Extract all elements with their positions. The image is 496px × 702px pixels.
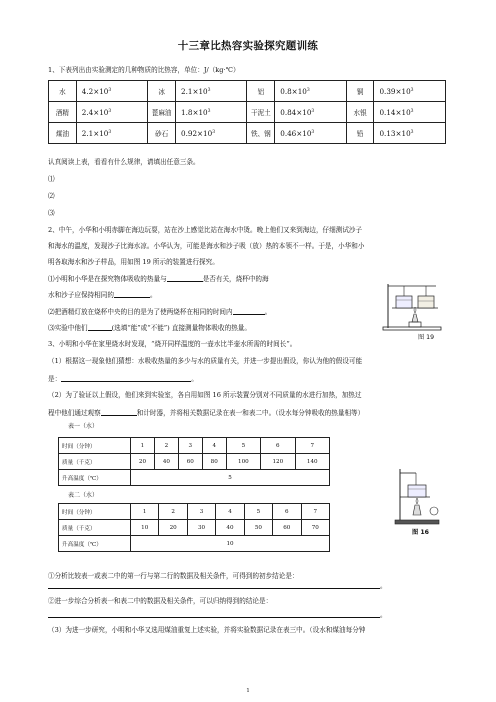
q3-sub-2-cont: 程中他们通过观察 和计时器，并将相关数据记录在表一和表二中。（设水每分钟吸收的热量相等） [48,409,365,417]
q2-paragraph-1: 2、中午，小华和小明赤脚在海边玩耍，站在沙上感觉比站在海水中烫。晚上他们又来到海边，仔细测试沙子 [48,226,363,234]
row-header: 质量（千克） [59,520,131,536]
specific-heat-table [48,80,446,144]
figure-16 [394,467,444,536]
answer-blank[interactable] [61,374,191,382]
substance-name: 煤油 [49,123,77,144]
table-cell: 3 [187,504,215,520]
page-number: 1 [246,688,250,694]
substance-name: 水 [49,81,77,102]
heating-apparatus-diagram [382,282,444,332]
table-cell: 80 [202,454,226,470]
row-header: 质量（千克） [59,454,131,470]
substance-name: 砂石 [148,123,176,144]
table-cell: 6 [261,438,295,454]
table-cell: 6 [273,504,301,520]
table-cell: 120 [261,454,295,470]
specific-heat-value [76,102,147,123]
q2-paragraph-2: 和海水的温度，发现沙子比海水凉。小华认为，可能是海水和沙子吸（放）热的本领不一样。于是，小华和小 [48,242,365,250]
specific-heat-value [374,123,446,144]
value-mantissa: 0.46×10 [280,128,312,138]
substance-name: 铝 [247,81,275,102]
q1-answer-2: ⑵ [48,192,55,200]
value-mantissa: 0.13×10 [379,128,411,138]
value-mantissa: 2.1×10 [81,128,109,138]
specific-heat-value [176,102,247,123]
value-exponent: 3 [108,87,112,93]
table-row [59,536,330,552]
table-cell: 2 [159,504,187,520]
substance-name: 水银 [346,102,374,123]
q3-sub-1: （1）根据这一现象他们猜想：水吸收热量的多少与水的质量有关，并进一步提出假设，你认为他的假设可能 [48,357,363,365]
table-cell: 1 [131,504,159,520]
q1-intro: 1、下表列出由实验测定的几种物质的比热容，单位：J/（kg·℃） [48,66,240,74]
beaker-heating-diagram [394,467,444,527]
q2-sub-1: ⑴小明和小华是在探究物体吸收的热量与 是否有关，烧杯中的海 [48,275,269,283]
table-cell: 5 [226,438,260,454]
table-cell: 20 [131,454,155,470]
row-header: 时间（分钟） [59,504,131,520]
table-cell: 2 [154,438,178,454]
value-exponent: 3 [311,129,315,135]
specific-heat-value [76,81,147,102]
value-exponent: 3 [207,87,211,93]
value-exponent: 3 [410,129,414,135]
figure-16-caption: 图 16 [412,529,429,536]
answer-blank[interactable] [114,290,150,298]
table-cell: 30 [187,520,215,536]
row-header: 时间（分钟） [59,438,131,454]
value-exponent: 3 [212,129,216,135]
value-mantissa: 4.2×10 [81,86,109,96]
substance-name: 酒精 [49,102,77,123]
value-mantissa: 2.4×10 [81,107,109,117]
value-exponent: 3 [410,87,414,93]
page-title: 十三章比热容实验探究题训练 [177,40,319,52]
answer-blank[interactable] [88,323,112,331]
substance-name: 蓖麻油 [148,102,176,123]
answer-blank[interactable] [167,274,203,282]
table-cell: 140 [295,454,329,470]
merged-cell: 10 [131,536,330,552]
table-cell: 100 [226,454,260,470]
table-cell: 7 [301,504,329,520]
table-row [49,81,446,102]
q3-sub-2: （2）为了验证以上假设，他们来到实验室，各自用如图 16 所示装置分别对不同质量的水进行加热，加热过 [48,391,362,399]
substance-name: 铅 [346,123,374,144]
table-1 [58,437,330,486]
table-row [59,470,330,486]
q3-conclusion-1-line: 。 [48,581,387,591]
value-mantissa: 0.14×10 [379,107,411,117]
substance-name: 铁、钢 [247,123,275,144]
merged-cell: 5 [131,470,330,486]
table-row [59,454,330,470]
value-exponent: 3 [108,129,112,135]
value-exponent: 3 [311,108,315,114]
value-mantissa: 0.84×10 [280,107,312,117]
specific-heat-value [275,123,346,144]
specific-heat-value [374,81,446,102]
table-cell: 60 [178,454,202,470]
figure-19-caption: 图 19 [418,334,435,341]
value-exponent: 3 [207,108,211,114]
table-cell: 20 [159,520,187,536]
specific-heat-value [176,123,247,144]
value-exponent: 3 [410,108,414,114]
answer-blank[interactable] [48,610,380,618]
table-row [49,102,446,123]
table2-caption: 表二（水） [68,492,99,499]
table-cell: 7 [295,438,329,454]
table-cell: 4 [202,438,226,454]
value-mantissa: 0.8×10 [280,86,307,96]
value-exponent: 3 [306,87,310,93]
specific-heat-value [275,102,346,123]
specific-heat-value [275,81,346,102]
value-mantissa: 1.8×10 [181,107,208,117]
q1-answer-3: ⑶ [48,209,55,217]
substance-name: 冰 [148,81,176,102]
q2-paragraph-3: 明各取海水和沙子样品，用如图 19 所示的装置进行探究。 [48,258,219,266]
table-cell: 1 [131,438,155,454]
substance-name: 干泥土 [247,102,275,123]
q1-answer-1: ⑴ [48,175,55,183]
specific-heat-value [76,123,147,144]
value-mantissa: 0.92×10 [181,128,213,138]
table-cell: 40 [216,520,244,536]
table1-caption: 表一（水） [68,423,99,430]
q3-conclusion-2: ②进一步综合分析表一和表二中的数据及相关条件，可以归纳得到的结论是： [48,597,273,605]
answer-blank[interactable] [48,581,380,589]
table-row [59,438,330,454]
specific-heat-value [374,102,446,123]
q3-sub-3: （3）为进一步研究，小明和小华又选用煤油重复上述实验，并将实验数据记录在表三中。（设水和煤油每分钟 [48,626,366,634]
table-cell: 10 [131,520,159,536]
table-cell: 4 [216,504,244,520]
q2-sub-3: ⑶实验中他们 (选填“能”或“不能”) 直接测量物体吸收的热量。 [48,324,251,332]
specific-heat-value [176,81,247,102]
answer-blank[interactable] [101,408,137,416]
substance-name: 铜 [346,81,374,102]
table-cell: 40 [154,454,178,470]
table-cell: 70 [301,520,329,536]
q3-intro: 3、小明和小华在家里烧水时发现，“烧开同样温度的一壶水比半壶水所需的时间长”。 [48,340,297,348]
value-mantissa: 2.1×10 [181,86,208,96]
table-row [59,520,330,536]
figure-19 [382,282,444,341]
value-mantissa: 0.39×10 [379,86,411,96]
table-2 [58,503,330,552]
value-exponent: 3 [108,108,112,114]
q3-conclusion-1: ①分析比较表一或表二中的第一行与第二行的数据及相关条件，可得到的初步结论是： [48,572,299,580]
q2-sub-2: ⑵把酒精灯放在烧杯中央的目的是为了使两烧杯在相同的时间内 。 [48,308,272,316]
table-cell: 3 [178,438,202,454]
row-header: 升高温度（℃） [59,536,131,552]
table-cell: 50 [244,520,272,536]
q3-sub-1-answer: 是： 。 [48,375,198,383]
table-row [49,123,446,144]
q2-sub-1-cont: 水和沙子应保持相同的 。 [48,291,157,299]
q1-instruction: 认真阅读上表，看看有什么规律，请填出任意三条。 [48,158,200,166]
q3-conclusion-2-line: 。 [48,610,387,620]
row-header: 升高温度（℃） [59,470,131,486]
answer-blank[interactable] [233,307,265,315]
table-cell: 5 [244,504,272,520]
table-cell: 60 [273,520,301,536]
table-row [59,504,330,520]
